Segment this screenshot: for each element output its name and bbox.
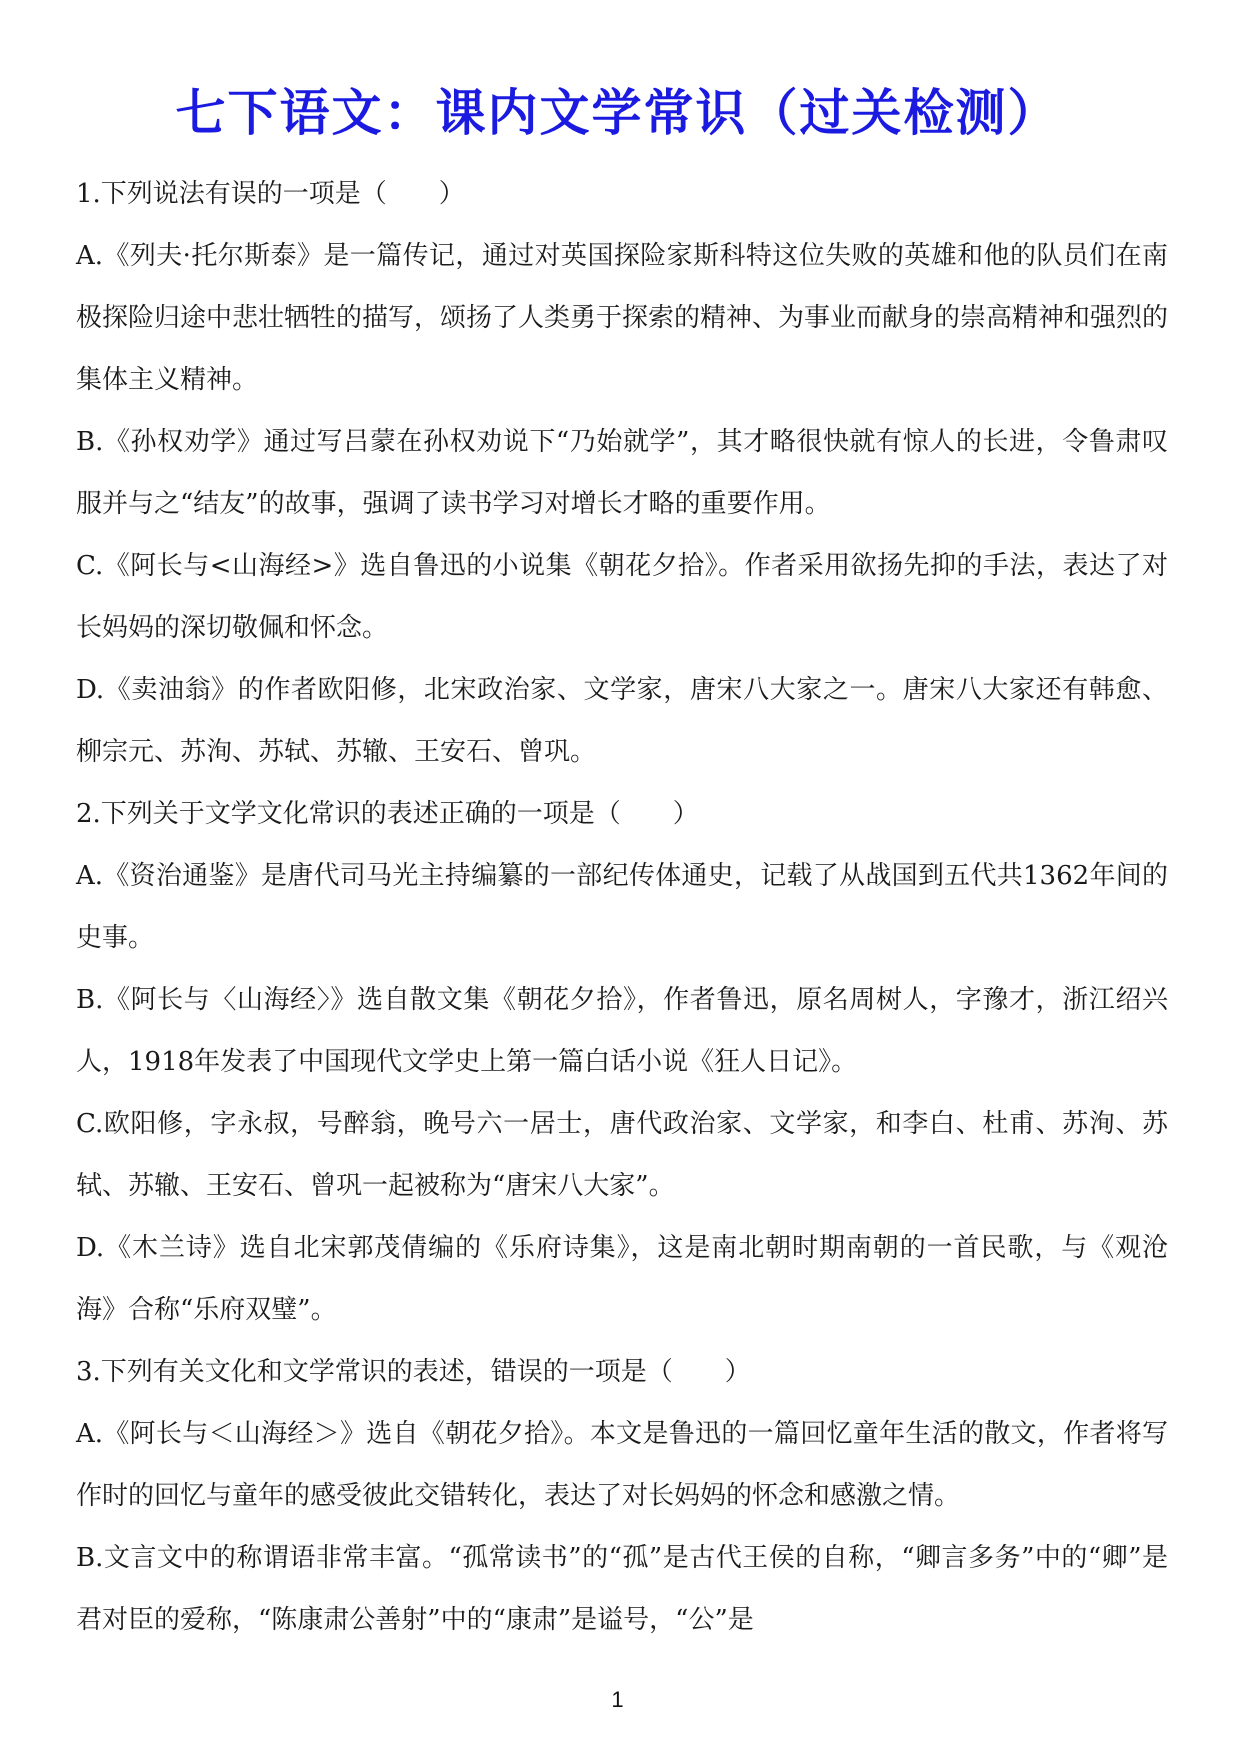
- option-c: C.欧阳修，字永叔，号醉翁，晚号六一居士，唐代政治家、文学家，和李白、杜甫、苏洵、苏轼、苏辙、王安石、曾巩一起被称为“唐宋八大家”。: [76, 1109, 1168, 1201]
- option-d: D.《卖油翁》的作者欧阳修，北宋政治家、文学家，唐宋八大家之一。唐宋八大家还有韩愈、柳宗元、苏洵、苏轼、苏辙、王安石、曾巩。: [76, 675, 1168, 767]
- option-a: A.《列夫·托尔斯泰》是一篇传记，通过对英国探险家斯科特这位失败的英雄和他的队员们在南极探险归途中悲壮牺牲的描写，颂扬了人类勇于探索的精神、为事业而献身的崇高精神和强烈的集体主义精神。: [76, 241, 1169, 395]
- option-b: B.文言文中的称谓语非常丰富。“孤常读书”的“孤”是古代王侯的自称，“卿言多务”中的“卿”是君对臣的爱称，“陈康肃公善射”中的“康肃”是谥号，“公”是: [76, 1543, 1168, 1635]
- question-3: [76, 1341, 1168, 1651]
- option-b: B.《阿长与〈山海经〉》选自散文集《朝花夕拾》，作者鲁迅，原名周树人，字豫才，浙江绍兴人，1918年发表了中国现代文学史上第一篇白话小说《狂人日记》。: [76, 985, 1168, 1077]
- question-stem: 1.下列说法有误的一项是（ ）: [76, 179, 465, 209]
- question-2: [76, 783, 1168, 1341]
- option-c: C.《阿长与<山海经>》选自鲁迅的小说集《朝花夕拾》。作者采用欲扬先抑的手法，表达了对长妈妈的深切敬佩和怀念。: [76, 551, 1168, 643]
- question-stem: 2.下列关于文学文化常识的表述正确的一项是（ ）: [76, 799, 699, 829]
- option-a: A.《阿长与＜山海经＞》选自《朝花夕拾》。本文是鲁迅的一篇回忆童年生活的散文，作者将写作时的回忆与童年的感受彼此交错转化，表达了对长妈妈的怀念和感激之情。: [76, 1419, 1168, 1511]
- option-d: D.《木兰诗》选自北宋郭茂倩编的《乐府诗集》，这是南北朝时期南朝的一首民歌，与《观沧海》合称“乐府双璧”。: [76, 1233, 1168, 1325]
- page-number: 1: [611, 1687, 624, 1712]
- option-a: A.《资治通鉴》是唐代司马光主持编纂的一部纪传体通史，记载了从战国到五代共1362年间的史事。: [76, 861, 1168, 953]
- question-list: [76, 163, 1168, 1651]
- question-1: [76, 163, 1168, 783]
- option-b: B.《孙权劝学》通过写吕蒙在孙权劝说下“乃始就学”，其才略很快就有惊人的长进，令鲁肃叹服并与之“结友”的故事，强调了读书学习对增长才略的重要作用。: [76, 427, 1168, 519]
- page-title: 七下语文：课内文学常识（过关检测）: [175, 84, 1060, 142]
- question-stem: 3.下列有关文化和文学常识的表述，错误的一项是（ ）: [76, 1357, 751, 1387]
